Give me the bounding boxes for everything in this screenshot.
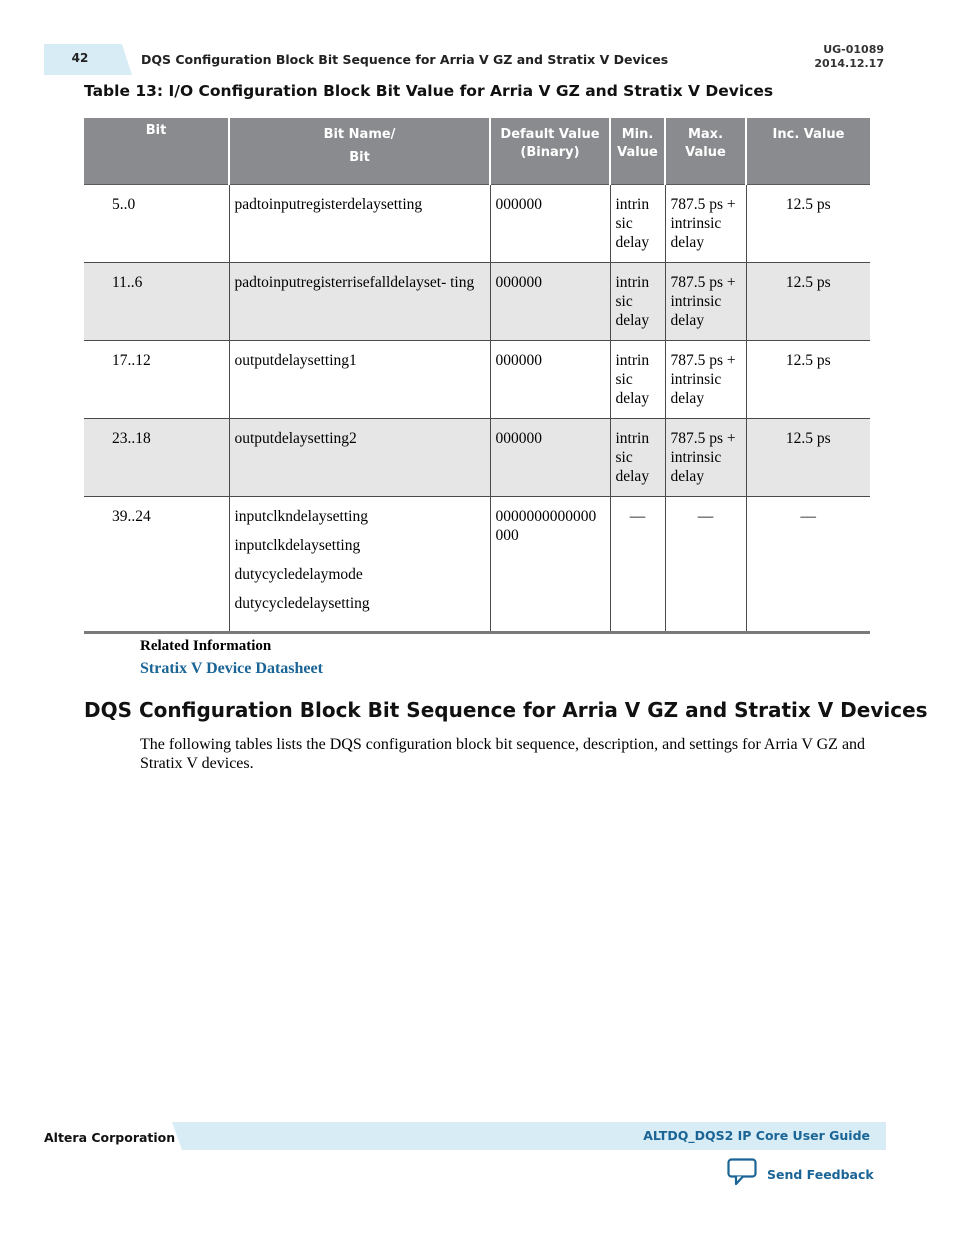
table-row <box>84 263 870 341</box>
table-header-row <box>84 118 870 185</box>
cell-default: 000000 <box>490 263 610 341</box>
col-header-default: Default Value (Binary) <box>490 118 610 185</box>
cell-bit-name: padtoinputregisterdelaysetting <box>229 185 490 263</box>
col-header-min: Min. Value <box>610 118 665 185</box>
io-config-table <box>84 118 870 634</box>
bit-name: inputclkdelaysetting <box>234 537 361 554</box>
table-row <box>84 185 870 263</box>
table-row <box>84 497 870 633</box>
cell-inc: — <box>746 497 870 633</box>
cell-bit: 39..24 <box>84 497 229 633</box>
cell-bit-name: padtoinputregisterrisefalldelayset- ting <box>229 263 490 341</box>
table-row <box>84 419 870 497</box>
cell-max: — <box>665 497 746 633</box>
table-caption: Table 13: I/O Configuration Block Bit Value for Arria V GZ and Stratix V Devices <box>84 82 774 100</box>
cell-bit-name: outputdelaysetting1 <box>229 341 490 419</box>
bit-name: dutycycledelaysetting <box>234 595 370 612</box>
doc-id: UG-01089 <box>823 43 884 56</box>
cell-default: 0000000000000 000 <box>490 497 610 633</box>
document-id <box>814 43 884 71</box>
cell-default: 000000 <box>490 419 610 497</box>
bit-name: dutycycledelaymode <box>234 566 363 583</box>
col-header-bit-name: Bit Name/ Bit <box>229 118 490 185</box>
col-header-max: Max. Value <box>665 118 746 185</box>
speech-bubble-icon <box>727 1158 757 1191</box>
send-feedback-label: Send Feedback <box>767 1167 874 1182</box>
cell-bit: 11..6 <box>84 263 229 341</box>
cell-bit-name: outputdelaysetting2 <box>229 419 490 497</box>
user-guide-link[interactable]: ALTDQ_DQS2 IP Core User Guide <box>643 1128 870 1143</box>
page-number: 42 <box>71 51 89 65</box>
bit-name: inputclkndelaysetting <box>234 508 368 525</box>
stratix-v-datasheet-link[interactable]: Stratix V Device Datasheet <box>140 660 323 677</box>
cell-max: 787.5 ps + intrinsic delay <box>665 263 746 341</box>
col-header-inc: Inc. Value <box>746 118 870 185</box>
cell-bit: 5..0 <box>84 185 229 263</box>
cell-default: 000000 <box>490 341 610 419</box>
cell-inc: 12.5 ps <box>746 419 870 497</box>
cell-min: intrin sic delay <box>610 263 665 341</box>
footer-company: Altera Corporation <box>44 1130 176 1145</box>
cell-inc: 12.5 ps <box>746 341 870 419</box>
cell-bit: 23..18 <box>84 419 229 497</box>
running-title: DQS Configuration Block Bit Sequence for Arria V GZ and Stratix V Devices <box>141 52 669 67</box>
cell-bit: 17..12 <box>84 341 229 419</box>
cell-min: intrin sic delay <box>610 341 665 419</box>
cell-min: — <box>610 497 665 633</box>
cell-bit-names <box>229 497 490 633</box>
doc-date: 2014.12.17 <box>814 57 884 70</box>
cell-max: 787.5 ps + intrinsic delay <box>665 341 746 419</box>
section-heading: DQS Configuration Block Bit Sequence for Arria V GZ and Stratix V Devices <box>84 698 928 722</box>
cell-inc: 12.5 ps <box>746 185 870 263</box>
table-row <box>84 341 870 419</box>
col-header-bit: Bit <box>84 118 229 185</box>
cell-max: 787.5 ps + intrinsic delay <box>665 419 746 497</box>
cell-max: 787.5 ps + intrinsic delay <box>665 185 746 263</box>
send-feedback-button[interactable] <box>727 1158 874 1191</box>
section-body-text: The following tables lists the DQS configuration block bit sequence, description, and settings for Arria V GZ and Stratix V devices. <box>140 736 866 772</box>
cell-default: 000000 <box>490 185 610 263</box>
related-information-label: Related Information <box>140 638 272 654</box>
cell-min: intrin sic delay <box>610 185 665 263</box>
cell-inc: 12.5 ps <box>746 263 870 341</box>
cell-min: intrin sic delay <box>610 419 665 497</box>
